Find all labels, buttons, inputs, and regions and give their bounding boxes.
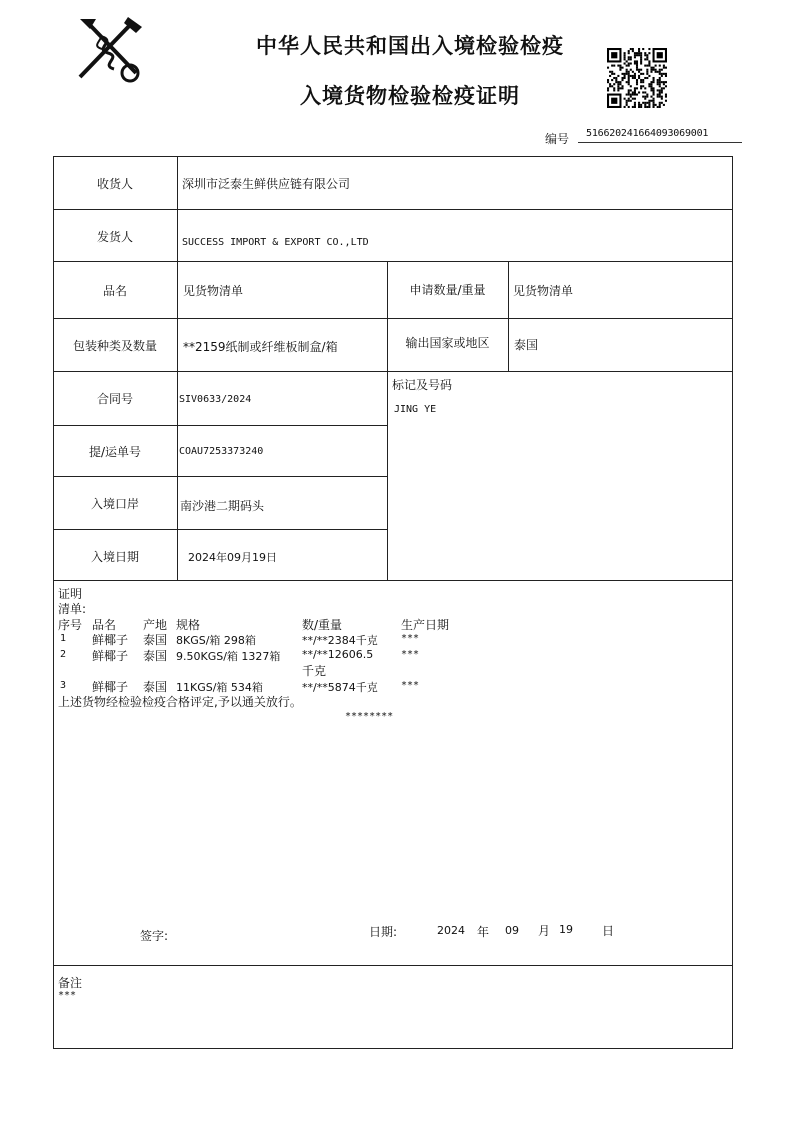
certificate-heading: 证明 [58, 587, 83, 601]
list-row1-spec: 8KGS/箱 298箱 [176, 634, 256, 647]
stars-line: ******** [345, 711, 394, 722]
quantity-value: 见货物清单 [513, 284, 574, 298]
certificate-number-label: 编号 [545, 132, 570, 146]
col-header-qty: 数/重量 [302, 618, 343, 632]
col-header-name: 品名 [92, 618, 117, 632]
sign-date-day: 19 [559, 923, 573, 936]
conclusion-text: 上述货物经检验检疫合格评定,予以通关放行。 [58, 695, 302, 709]
quantity-label: 申请数量/重量 [409, 283, 486, 297]
marks-label: 标记及号码 [392, 378, 453, 392]
sign-date-year-unit: 年 [477, 925, 490, 939]
list-row2-spec: 9.50KGS/箱 1327箱 [176, 650, 281, 663]
list-row3-name: 鲜椰子 [92, 680, 129, 694]
list-row2-no: 2 [60, 649, 67, 660]
list-row1-qty: **/**2384千克 [302, 634, 378, 647]
list-row3-qty: **/**5874千克 [302, 681, 378, 694]
origin-country-label: 输出国家或地区 [405, 336, 490, 350]
origin-country-value: 泰国 [514, 338, 539, 352]
sign-date-month: 09 [505, 924, 519, 937]
contract-label: 合同号 [96, 392, 133, 406]
entry-date-value: 2024年09月19日 [188, 551, 277, 564]
qr-code-icon [607, 48, 667, 108]
list-row2-name: 鲜椰子 [92, 649, 129, 663]
remarks-label: 备注 [58, 976, 83, 990]
certificate-number-value: 516620241664093069001 [578, 128, 742, 143]
product-label: 品名 [102, 284, 127, 298]
col-header-origin: 产地 [143, 618, 168, 632]
package-value: **2159纸制或纤维板制盒/箱 [183, 340, 338, 354]
list-row3-date: *** [401, 680, 420, 691]
col-header-no: 序号 [58, 618, 83, 632]
signature-label: 签字: [140, 929, 169, 943]
customs-emblem-icon [70, 15, 152, 83]
col-header-spec: 规格 [176, 618, 201, 632]
sign-date-day-unit: 日 [602, 924, 615, 938]
entry-port-label: 入境口岸 [90, 497, 139, 511]
sign-date-year: 2024 [437, 924, 465, 937]
list-label: 清单: [58, 602, 87, 616]
sign-date-month-unit: 月 [538, 924, 551, 938]
contract-value: SIV0633/2024 [179, 394, 252, 405]
marks-value: JING YE [394, 404, 437, 415]
product-value: 见货物清单 [183, 284, 244, 298]
list-row2-origin: 泰国 [143, 649, 168, 663]
list-row3-no: 3 [60, 680, 67, 691]
bill-of-lading-value: COAU7253373240 [179, 446, 264, 457]
list-row1-name: 鲜椰子 [92, 633, 129, 647]
document-title-line2: 入境货物检验检疫证明 [300, 84, 520, 108]
consignee-value: 深圳市泛泰生鲜供应链有限公司 [182, 177, 351, 191]
remarks-value: *** [58, 990, 77, 1001]
list-row2-qty: **/**12606.5 [302, 648, 374, 661]
entry-date-label: 入境日期 [90, 550, 139, 564]
list-row1-origin: 泰国 [143, 633, 168, 647]
entry-port-value: 南沙港二期码头 [180, 499, 265, 513]
list-row2-qty-unit: 千克 [302, 664, 327, 678]
document-title-line1: 中华人民共和国出入境检验检疫 [256, 34, 564, 58]
list-row3-spec: 11KGS/箱 534箱 [176, 681, 263, 694]
list-row2-date: *** [401, 649, 420, 660]
list-row1-no: 1 [60, 633, 67, 644]
bill-of-lading-label: 提/运单号 [88, 445, 142, 459]
list-row1-date: *** [401, 633, 420, 644]
consignor-label: 发货人 [96, 230, 133, 244]
list-row3-origin: 泰国 [143, 680, 168, 694]
consignee-label: 收货人 [96, 177, 133, 191]
package-label: 包装种类及数量 [72, 339, 157, 353]
sign-date-label: 日期: [369, 925, 398, 939]
col-header-date: 生产日期 [401, 618, 450, 632]
consignor-value: SUCCESS IMPORT & EXPORT CO.,LTD [182, 237, 369, 248]
